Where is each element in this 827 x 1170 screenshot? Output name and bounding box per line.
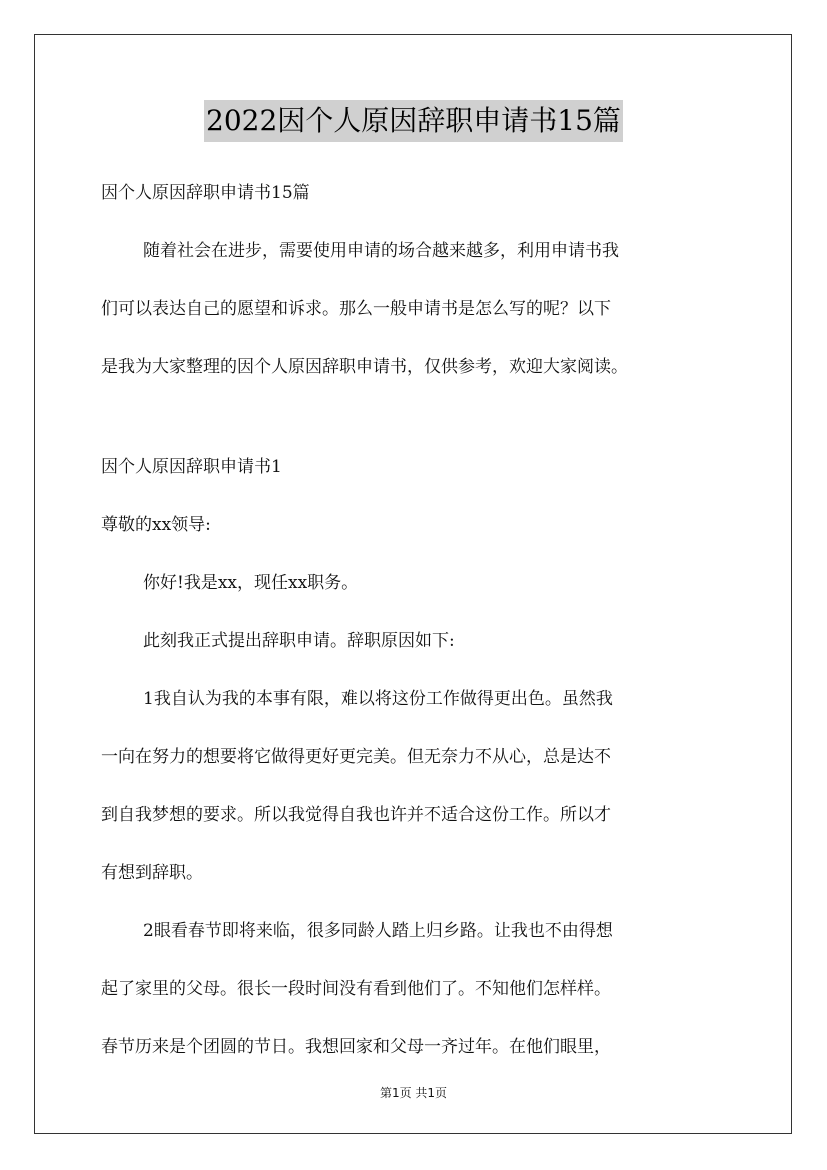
reason1-line-3: 到自我梦想的要求。所以我觉得自我也许并不适合这份工作。所以才 (101, 805, 611, 825)
page-footer: 第1页 共1页 (379, 1086, 448, 1100)
paragraph-gap (101, 402, 731, 444)
document-body (101, 170, 731, 1082)
reason2-line-1: 2眼看春节即将来临，很多同龄人踏上归乡路。让我也不由得想 (143, 921, 613, 941)
reason1-line-1: 1我自认为我的本事有限，难以将这份工作做得更出色。虽然我 (143, 689, 613, 709)
reason1-line-2: 一向在努力的想要将它做得更好更完美。但无奈力不从心，总是达不 (101, 747, 611, 767)
statement: 此刻我正式提出辞职申请。辞职原因如下: (143, 631, 455, 651)
title-wrap (0, 100, 827, 142)
section-heading: 因个人原因辞职申请书1 (101, 457, 282, 477)
reason2-line-2: 起了家里的父母。很长一段时间没有看到他们了。不知他们怎样样。 (101, 979, 611, 999)
intro-line-3: 是我为大家整理的因个人原因辞职申请书，仅供参考，欢迎大家阅读。 (101, 357, 628, 377)
greeting: 你好!我是xx，现任xx职务。 (143, 573, 359, 593)
intro-line-1: 随着社会在进步，需要使用申请的场合越来越多，利用申请书我 (143, 241, 619, 261)
document-title: 2022因个人原因辞职申请书15篇 (204, 100, 623, 142)
reason1-line-4: 有想到辞职。 (101, 863, 203, 883)
salutation: 尊敬的xx领导: (101, 515, 211, 535)
reason2-line-3: 春节历来是个团圆的节日。我想回家和父母一齐过年。在他们眼里， (101, 1037, 611, 1057)
subtitle: 因个人原因辞职申请书15篇 (101, 183, 310, 203)
intro-line-2: 们可以表达自己的愿望和诉求。那么一般申请书是怎么写的呢？以下 (101, 299, 611, 319)
